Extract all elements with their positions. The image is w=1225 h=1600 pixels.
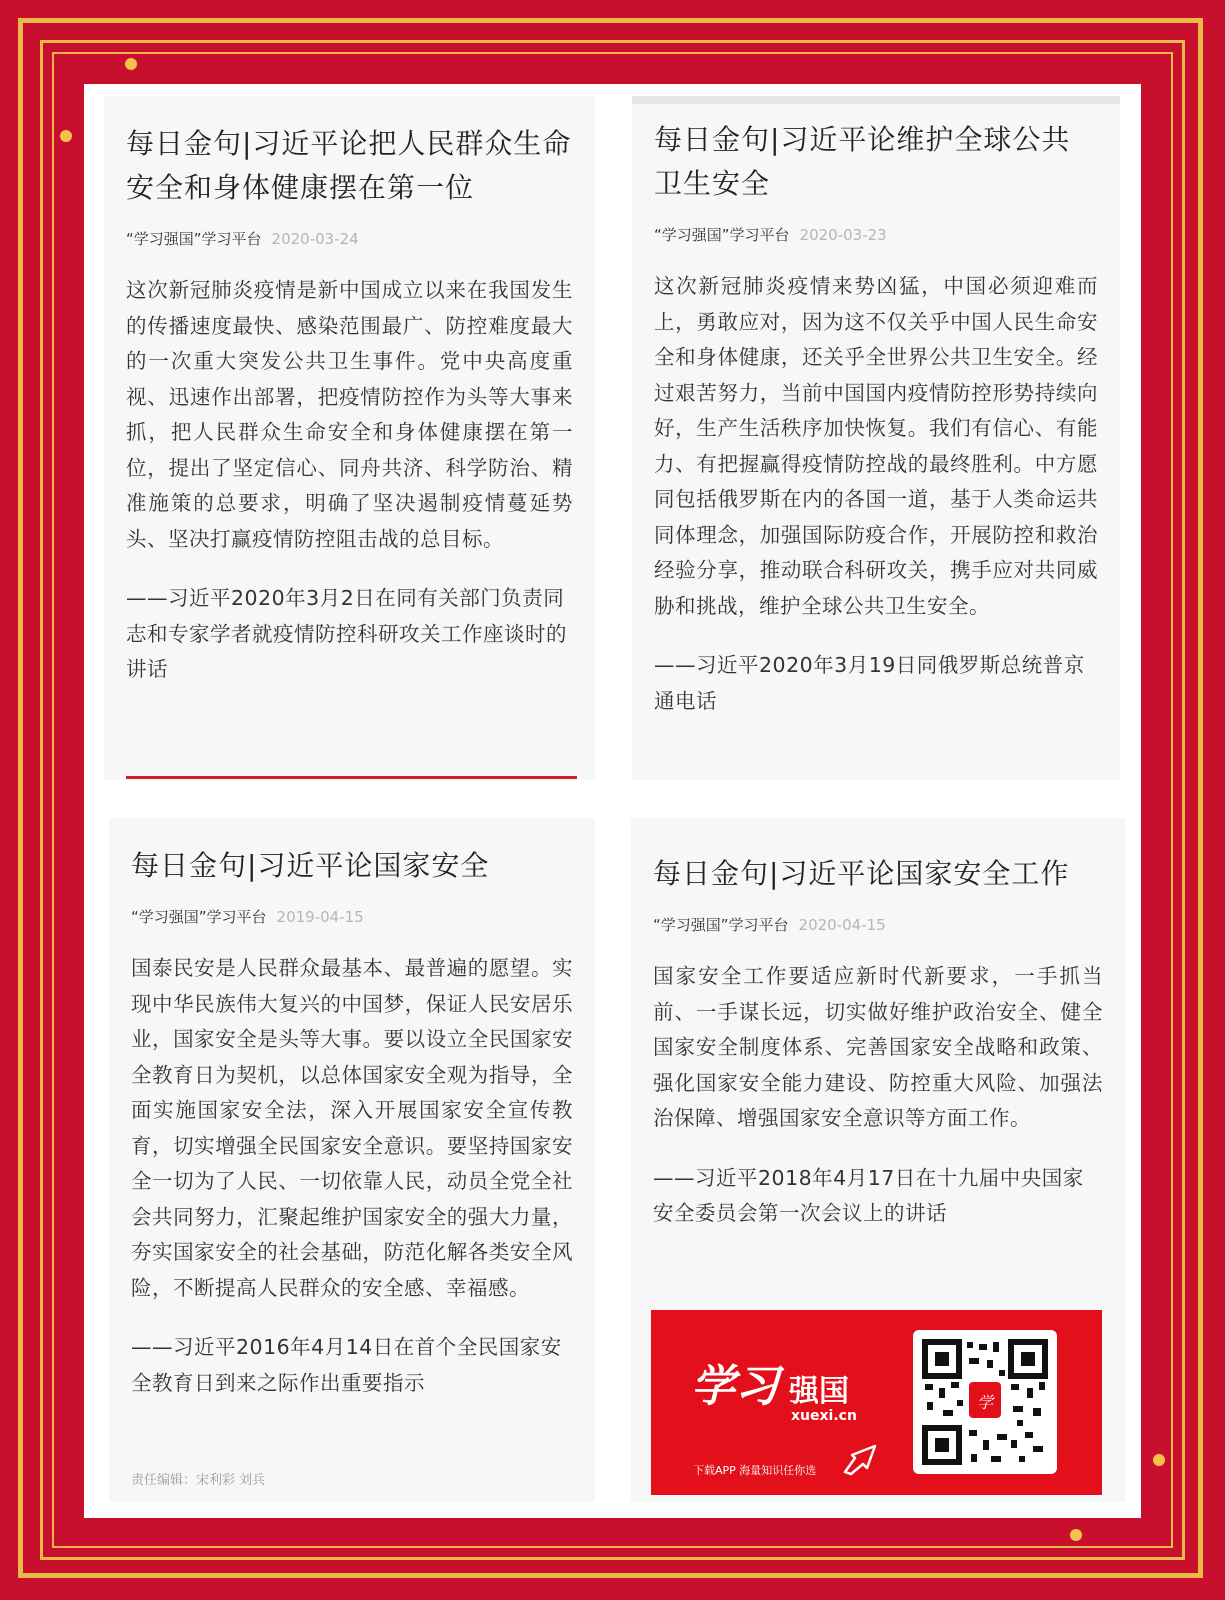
qr-code-icon [913, 1330, 1057, 1474]
article-date: 2020-03-24 [271, 230, 359, 248]
decor-dot [60, 130, 72, 142]
article-source: ——习近平2018年4月17日在十九届中央国家安全委员会第一次会议上的讲话 [653, 1165, 1084, 1225]
article-meta [126, 228, 573, 249]
article-title[interactable]: 每日金句|习近平论把人民群众生命安全和身体健康摆在第一位 [126, 127, 572, 204]
article-source: ——习近平2020年3月2日在同有关部门负责同志和专家学者就疫情防控科研攻关工作座谈时的讲话 [126, 586, 567, 681]
article-platform: “学习强国”学习平台 [131, 908, 267, 926]
article-source: ——习近平2020年3月19日同俄罗斯总统普京通电话 [654, 653, 1085, 713]
article-date: 2020-03-23 [799, 226, 887, 244]
article-source: ——习近平2016年4月14日在首个全民国家安全教育日到来之际作出重要指示 [131, 1335, 562, 1395]
article-title[interactable]: 每日金句|习近平论国家安全工作 [653, 857, 1070, 890]
article-card[interactable] [104, 96, 595, 780]
xuexi-banner[interactable] [651, 1310, 1102, 1495]
divider-line [126, 776, 577, 779]
svg-text:学: 学 [976, 1393, 994, 1412]
article-meta [131, 906, 573, 927]
decor-dot [1153, 1454, 1165, 1466]
article-platform: “学习强国”学习平台 [654, 226, 790, 244]
cursor-arrow-icon [841, 1442, 881, 1476]
card-top-bar [632, 96, 1120, 104]
decor-dot [1070, 1529, 1082, 1541]
article-title[interactable]: 每日金句|习近平论国家安全 [131, 849, 490, 882]
article-card[interactable] [109, 818, 595, 1502]
article-body: 国泰民安是人民群众最基本、最普遍的愿望。实现中华民族伟大复兴的中国梦，保证人民安居乐业，国家安全是头等大事。要以设立全民国家安全教育日为契机，以总体国家安全观为指导，全面实施国家安全法，深入开展国家安全宣传教育，切实增强全民国家安全意识。要坚持国家安全一切为了人民、一切依靠人民，动员全党全社会共同努力，汇聚起维护国家安全的强大力量，夯实国家安全的社会基础，防范化解各类安全风险，不断提高人民群众的安全感、幸福感。 [131, 956, 573, 1300]
article-date: 2020-04-15 [798, 916, 886, 934]
editor-credit: 责任编辑：宋利彩 刘兵 [131, 1473, 266, 1488]
download-slogan: 下载APP 海量知识任你选 [693, 1464, 817, 1477]
article-card[interactable] [632, 96, 1120, 780]
article-title[interactable]: 每日金句|习近平论维护全球公共卫生安全 [654, 123, 1071, 200]
article-date: 2019-04-15 [276, 908, 364, 926]
xuexi-logo-text: 强国 [789, 1374, 849, 1409]
article-platform: “学习强国”学习平台 [126, 230, 262, 248]
article-body: 这次新冠肺炎疫情是新中国成立以来在我国发生的传播速度最快、感染范围最广、防控难度最大的一次重大突发公共卫生事件。党中央高度重视、迅速作出部署，把疫情防控作为头等大事来抓，把人民群众生命安全和身体健康摆在第一位，提出了坚定信心、同舟共济、科学防治、精准施策的总要求，明确了坚决遏制疫情蔓延势头、坚决打赢疫情防控阻击战的总目标。 [126, 278, 573, 551]
qr-code[interactable] [913, 1330, 1057, 1474]
article-meta [654, 224, 1098, 245]
decor-dot [125, 58, 137, 70]
xuexi-url[interactable]: xuexi.cn [791, 1408, 857, 1424]
article-body: 这次新冠肺炎疫情来势凶猛，中国必须迎难而上，勇敢应对，因为这不仅关乎中国人民生命安全和身体健康，还关乎全世界公共卫生安全。经过艰苦努力，当前中国国内疫情防控形势持续向好，生产生活秩序加快恢复。我们有信心、有能力、有把握赢得疫情防控战的最终胜利。中方愿同包括俄罗斯在内的各国一道，基于人类命运共同体理念，加强国际防疫合作，开展防控和救治经验分享，推动联合科研攻关，携手应对共同威胁和挑战，维护全球公共卫生安全。 [654, 274, 1098, 618]
xuexi-logo-script: 学习 [691, 1361, 779, 1412]
article-meta [653, 914, 1103, 935]
article-body: 国家安全工作要适应新时代新要求，一手抓当前、一手谋长远，切实做好维护政治安全、健全国家安全制度体系、完善国家安全战略和政策、强化国家安全能力建设、防控重大风险、加强法治保障、增强国家安全意识等方面工作。 [653, 964, 1103, 1130]
article-platform: “学习强国”学习平台 [653, 916, 789, 934]
